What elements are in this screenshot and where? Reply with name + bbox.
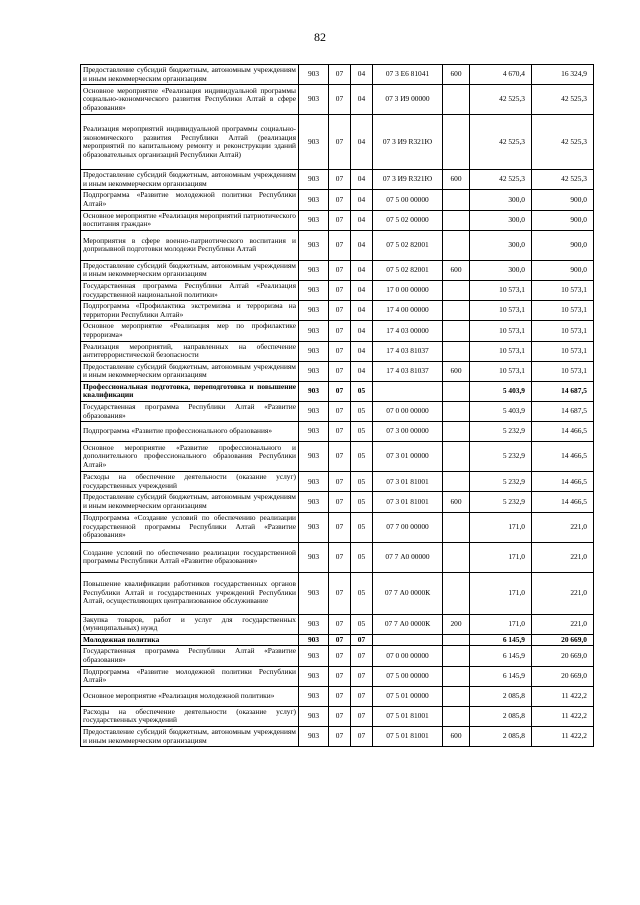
- amount-year-1: 300,0: [470, 210, 532, 230]
- subsection-code: 05: [351, 542, 373, 572]
- amount-year-1: 42 525,3: [470, 115, 532, 170]
- row-name: Основное мероприятие «Реализация индивидуальной программы социально-экономического развития Республики Алтай в сфере образования»: [81, 85, 299, 115]
- section-code: 07: [329, 301, 351, 321]
- gov-code: 903: [299, 280, 329, 300]
- gov-code: 903: [299, 260, 329, 280]
- row-name: Создание условий по обеспечению реализации государственной программы Республики Алтай «Развитие образования»: [81, 542, 299, 572]
- subsection-code: 05: [351, 572, 373, 614]
- table-row: [81, 634, 594, 646]
- amount-year-1: 5 403,9: [470, 381, 532, 401]
- amount-year-2: 14 466,5: [532, 422, 594, 442]
- amount-year-1: 300,0: [470, 230, 532, 260]
- section-code: 07: [329, 65, 351, 85]
- subsection-code: 05: [351, 422, 373, 442]
- table-row: [81, 706, 594, 726]
- section-code: 07: [329, 170, 351, 190]
- target-article: 07 7 А0 0000К: [373, 614, 443, 634]
- table-row: [81, 65, 594, 85]
- target-article: 07 3 И9 R321Ю: [373, 115, 443, 170]
- gov-code: 903: [299, 422, 329, 442]
- subsection-code: 04: [351, 230, 373, 260]
- expense-type: [443, 706, 470, 726]
- target-article: 07 5 00 00000: [373, 190, 443, 210]
- section-code: 07: [329, 190, 351, 210]
- target-article: 07 5 00 00000: [373, 666, 443, 686]
- amount-year-1: 6 145,9: [470, 646, 532, 666]
- target-article: 17 4 00 00000: [373, 301, 443, 321]
- expense-type: [443, 542, 470, 572]
- gov-code: 903: [299, 85, 329, 115]
- amount-year-2: 42 525,3: [532, 170, 594, 190]
- row-name: Предоставление субсидий бюджетным, автономным учреждениям и иным некоммерческим организациям: [81, 65, 299, 85]
- subsection-code: 07: [351, 666, 373, 686]
- gov-code: 903: [299, 301, 329, 321]
- table-row: [81, 210, 594, 230]
- table-row: [81, 666, 594, 686]
- amount-year-1: 42 525,3: [470, 170, 532, 190]
- row-name: Повышение квалификации работников государственных органов Республики Алтай и государственных учреждений Республики Алтай, осуществляющих централизованное обслуживание: [81, 572, 299, 614]
- section-code: 07: [329, 634, 351, 646]
- section-code: 07: [329, 361, 351, 381]
- table-row: [81, 321, 594, 341]
- target-article: [373, 634, 443, 646]
- gov-code: 903: [299, 115, 329, 170]
- table-row: [81, 301, 594, 321]
- row-name: Подпрограмма «Развитие молодежной политики Республики Алтай»: [81, 190, 299, 210]
- subsection-code: 05: [351, 492, 373, 512]
- table-row: [81, 422, 594, 442]
- target-article: 07 5 01 81001: [373, 706, 443, 726]
- amount-year-2: 16 324,9: [532, 65, 594, 85]
- amount-year-1: 171,0: [470, 572, 532, 614]
- row-name: Предоставление субсидий бюджетным, автономным учреждениям и иным некоммерческим организациям: [81, 260, 299, 280]
- budget-table-body: [81, 65, 594, 747]
- expense-type: 600: [443, 260, 470, 280]
- section-code: 07: [329, 230, 351, 260]
- expense-type: 200: [443, 614, 470, 634]
- amount-year-1: 10 573,1: [470, 321, 532, 341]
- amount-year-1: 5 232,9: [470, 472, 532, 492]
- section-code: 07: [329, 85, 351, 115]
- section-code: 07: [329, 614, 351, 634]
- gov-code: 903: [299, 230, 329, 260]
- subsection-code: 07: [351, 726, 373, 746]
- target-article: 07 5 02 82001: [373, 260, 443, 280]
- section-code: 07: [329, 280, 351, 300]
- gov-code: 903: [299, 65, 329, 85]
- subsection-code: 04: [351, 65, 373, 85]
- subsection-code: 05: [351, 472, 373, 492]
- row-name: Государственная программа Республики Алтай «Реализация государственной национальной политики»: [81, 280, 299, 300]
- amount-year-1: 171,0: [470, 614, 532, 634]
- table-row: [81, 726, 594, 746]
- section-code: 07: [329, 402, 351, 422]
- target-article: 07 7 00 00000: [373, 512, 443, 542]
- amount-year-1: 5 403,9: [470, 402, 532, 422]
- gov-code: 903: [299, 726, 329, 746]
- target-article: 07 7 А0 0000К: [373, 572, 443, 614]
- amount-year-1: 300,0: [470, 260, 532, 280]
- row-name: Профессиональная подготовка, переподготовка и повышение квалификации: [81, 381, 299, 401]
- amount-year-2: 11 422,2: [532, 686, 594, 706]
- amount-year-2: 10 573,1: [532, 280, 594, 300]
- expense-type: [443, 85, 470, 115]
- amount-year-2: 221,0: [532, 572, 594, 614]
- section-code: 07: [329, 646, 351, 666]
- expense-type: [443, 686, 470, 706]
- subsection-code: 04: [351, 361, 373, 381]
- expense-type: 600: [443, 361, 470, 381]
- row-name: Государственная программа Республики Алтай «Развитие образования»: [81, 402, 299, 422]
- expense-type: [443, 646, 470, 666]
- row-name: Расходы на обеспечение деятельности (оказание услуг) государственных учреждений: [81, 472, 299, 492]
- target-article: [373, 381, 443, 401]
- table-row: [81, 190, 594, 210]
- gov-code: 903: [299, 472, 329, 492]
- target-article: 07 3 И9 R321Ю: [373, 170, 443, 190]
- table-row: [81, 442, 594, 472]
- expense-type: [443, 381, 470, 401]
- amount-year-2: 20 669,0: [532, 666, 594, 686]
- amount-year-2: 11 422,2: [532, 706, 594, 726]
- gov-code: 903: [299, 666, 329, 686]
- subsection-code: 05: [351, 614, 373, 634]
- expense-type: [443, 190, 470, 210]
- expense-type: [443, 402, 470, 422]
- table-row: [81, 85, 594, 115]
- target-article: 07 3 И9 00000: [373, 85, 443, 115]
- row-name: Государственная программа Республики Алтай «Развитие образования»: [81, 646, 299, 666]
- target-article: 17 4 03 00000: [373, 321, 443, 341]
- gov-code: 903: [299, 512, 329, 542]
- table-row: [81, 381, 594, 401]
- gov-code: 903: [299, 442, 329, 472]
- section-code: 07: [329, 422, 351, 442]
- gov-code: 903: [299, 492, 329, 512]
- section-code: 07: [329, 512, 351, 542]
- target-article: 17 4 03 81037: [373, 341, 443, 361]
- subsection-code: 04: [351, 190, 373, 210]
- amount-year-1: 10 573,1: [470, 361, 532, 381]
- amount-year-2: 10 573,1: [532, 321, 594, 341]
- table-row: [81, 512, 594, 542]
- page-number: 82: [314, 30, 326, 44]
- target-article: 17 4 03 81037: [373, 361, 443, 381]
- target-article: 07 3 Е6 81041: [373, 65, 443, 85]
- amount-year-1: 5 232,9: [470, 492, 532, 512]
- target-article: 07 3 01 81001: [373, 472, 443, 492]
- row-name: Молодежная политика: [81, 634, 299, 646]
- amount-year-2: 10 573,1: [532, 301, 594, 321]
- table-row: [81, 686, 594, 706]
- target-article: 07 3 01 81001: [373, 492, 443, 512]
- amount-year-2: 900,0: [532, 190, 594, 210]
- gov-code: 903: [299, 646, 329, 666]
- amount-year-1: 10 573,1: [470, 280, 532, 300]
- amount-year-1: 6 145,9: [470, 666, 532, 686]
- budget-table: [80, 64, 594, 747]
- amount-year-2: 221,0: [532, 542, 594, 572]
- amount-year-2: 14 466,5: [532, 442, 594, 472]
- section-code: 07: [329, 381, 351, 401]
- table-row: [81, 280, 594, 300]
- amount-year-1: 2 085,8: [470, 726, 532, 746]
- row-name: Предоставление субсидий бюджетным, автономным учреждениям и иным некоммерческим организациям: [81, 170, 299, 190]
- row-name: Закупка товаров, работ и услуг для государственных (муниципальных) нужд: [81, 614, 299, 634]
- section-code: 07: [329, 260, 351, 280]
- expense-type: [443, 666, 470, 686]
- subsection-code: 07: [351, 706, 373, 726]
- table-row: [81, 646, 594, 666]
- amount-year-1: 2 085,8: [470, 686, 532, 706]
- table-row: [81, 402, 594, 422]
- expense-type: [443, 341, 470, 361]
- amount-year-2: 900,0: [532, 260, 594, 280]
- amount-year-2: 14 466,5: [532, 472, 594, 492]
- expense-type: [443, 442, 470, 472]
- target-article: 07 5 01 81001: [373, 726, 443, 746]
- target-article: 07 3 01 00000: [373, 442, 443, 472]
- target-article: 07 3 00 00000: [373, 422, 443, 442]
- subsection-code: 05: [351, 381, 373, 401]
- amount-year-2: 42 525,3: [532, 85, 594, 115]
- subsection-code: 04: [351, 341, 373, 361]
- subsection-code: 05: [351, 512, 373, 542]
- target-article: 07 0 00 00000: [373, 402, 443, 422]
- section-code: 07: [329, 706, 351, 726]
- subsection-code: 07: [351, 634, 373, 646]
- expense-type: [443, 422, 470, 442]
- section-code: 07: [329, 572, 351, 614]
- amount-year-2: 14 687,5: [532, 402, 594, 422]
- gov-code: 903: [299, 341, 329, 361]
- row-name: Реализация мероприятий, направленных на обеспечение антитеррористической безопасности: [81, 341, 299, 361]
- amount-year-1: 10 573,1: [470, 341, 532, 361]
- subsection-code: 04: [351, 301, 373, 321]
- row-name: Основное мероприятие «Реализация мероприятий патриотического воспитания граждан»: [81, 210, 299, 230]
- target-article: 07 0 00 00000: [373, 646, 443, 666]
- amount-year-1: 2 085,8: [470, 706, 532, 726]
- target-article: 07 5 01 00000: [373, 686, 443, 706]
- amount-year-2: 14 466,5: [532, 492, 594, 512]
- amount-year-1: 171,0: [470, 542, 532, 572]
- section-code: 07: [329, 321, 351, 341]
- gov-code: 903: [299, 572, 329, 614]
- section-code: 07: [329, 115, 351, 170]
- table-row: [81, 572, 594, 614]
- subsection-code: 04: [351, 85, 373, 115]
- gov-code: 903: [299, 402, 329, 422]
- table-row: [81, 492, 594, 512]
- row-name: Подпрограмма «Развитие профессионального образования»: [81, 422, 299, 442]
- subsection-code: 04: [351, 280, 373, 300]
- amount-year-1: 5 232,9: [470, 442, 532, 472]
- amount-year-2: 900,0: [532, 210, 594, 230]
- amount-year-1: 6 145,9: [470, 634, 532, 646]
- section-code: 07: [329, 472, 351, 492]
- row-name: Предоставление субсидий бюджетным, автономным учреждениям и иным некоммерческим организациям: [81, 361, 299, 381]
- row-name: Подпрограмма «Развитие молодежной политики Республики Алтай»: [81, 666, 299, 686]
- expense-type: 600: [443, 492, 470, 512]
- amount-year-1: 171,0: [470, 512, 532, 542]
- subsection-code: 04: [351, 321, 373, 341]
- subsection-code: 07: [351, 646, 373, 666]
- expense-type: 600: [443, 65, 470, 85]
- target-article: 07 7 А0 00000: [373, 542, 443, 572]
- gov-code: 903: [299, 686, 329, 706]
- gov-code: 903: [299, 381, 329, 401]
- target-article: 07 5 02 82001: [373, 230, 443, 260]
- target-article: 17 0 00 00000: [373, 280, 443, 300]
- expense-type: [443, 512, 470, 542]
- row-name: Мероприятия в сфере военно-патриотического воспитания и допризывной подготовки молодежи Республики Алтай: [81, 230, 299, 260]
- amount-year-2: 221,0: [532, 614, 594, 634]
- table-row: [81, 614, 594, 634]
- row-name: Реализация мероприятий индивидуальной программы социально-экономического развития Республики Алтай (реализация мероприятий по капитальному ремонту и реконструкции зданий образовательных организаций Республики Алтай): [81, 115, 299, 170]
- amount-year-2: 42 525,3: [532, 115, 594, 170]
- section-code: 07: [329, 726, 351, 746]
- section-code: 07: [329, 341, 351, 361]
- row-name: Подпрограмма «Профилактика экстремизма и терроризма на территории Республики Алтай»: [81, 301, 299, 321]
- amount-year-2: 20 669,0: [532, 646, 594, 666]
- amount-year-2: 20 669,0: [532, 634, 594, 646]
- expense-type: [443, 280, 470, 300]
- table-row: [81, 230, 594, 260]
- row-name: Предоставление субсидий бюджетным, автономным учреждениям и иным некоммерческим организациям: [81, 492, 299, 512]
- gov-code: 903: [299, 614, 329, 634]
- subsection-code: 07: [351, 686, 373, 706]
- amount-year-2: 11 422,2: [532, 726, 594, 746]
- row-name: Подпрограмма «Создание условий по обеспечению реализации государственной программы Республики Алтай «Развитие образования»: [81, 512, 299, 542]
- expense-type: [443, 472, 470, 492]
- expense-type: [443, 230, 470, 260]
- section-code: 07: [329, 492, 351, 512]
- gov-code: 903: [299, 706, 329, 726]
- amount-year-1: 42 525,3: [470, 85, 532, 115]
- section-code: 07: [329, 542, 351, 572]
- row-name: Основное мероприятие «Развитие профессионального и дополнительного профессионального образования Республики Алтай»: [81, 442, 299, 472]
- table-row: [81, 542, 594, 572]
- subsection-code: 04: [351, 260, 373, 280]
- expense-type: [443, 115, 470, 170]
- gov-code: 903: [299, 542, 329, 572]
- expense-type: [443, 634, 470, 646]
- row-name: Основное мероприятие «Реализация молодежной политики»: [81, 686, 299, 706]
- subsection-code: 04: [351, 210, 373, 230]
- gov-code: 903: [299, 321, 329, 341]
- amount-year-2: 10 573,1: [532, 361, 594, 381]
- table-row: [81, 472, 594, 492]
- gov-code: 903: [299, 634, 329, 646]
- section-code: 07: [329, 442, 351, 472]
- section-code: 07: [329, 666, 351, 686]
- expense-type: [443, 301, 470, 321]
- gov-code: 903: [299, 170, 329, 190]
- target-article: 07 5 02 00000: [373, 210, 443, 230]
- expense-type: [443, 321, 470, 341]
- table-row: [81, 115, 594, 170]
- subsection-code: 05: [351, 442, 373, 472]
- section-code: 07: [329, 210, 351, 230]
- expense-type: [443, 572, 470, 614]
- amount-year-1: 300,0: [470, 190, 532, 210]
- amount-year-2: 10 573,1: [532, 341, 594, 361]
- table-row: [81, 170, 594, 190]
- row-name: Предоставление субсидий бюджетным, автономным учреждениям и иным некоммерческим организациям: [81, 726, 299, 746]
- section-code: 07: [329, 686, 351, 706]
- table-row: [81, 260, 594, 280]
- subsection-code: 04: [351, 170, 373, 190]
- subsection-code: 05: [351, 402, 373, 422]
- gov-code: 903: [299, 190, 329, 210]
- expense-type: 600: [443, 726, 470, 746]
- table-row: [81, 361, 594, 381]
- amount-year-1: 10 573,1: [470, 301, 532, 321]
- amount-year-1: 4 670,4: [470, 65, 532, 85]
- table-row: [81, 341, 594, 361]
- amount-year-2: 900,0: [532, 230, 594, 260]
- expense-type: 600: [443, 170, 470, 190]
- amount-year-2: 221,0: [532, 512, 594, 542]
- subsection-code: 04: [351, 115, 373, 170]
- expense-type: [443, 210, 470, 230]
- gov-code: 903: [299, 361, 329, 381]
- row-name: Основное мероприятие «Реализация мер по профилактике терроризма»: [81, 321, 299, 341]
- gov-code: 903: [299, 210, 329, 230]
- amount-year-1: 5 232,9: [470, 422, 532, 442]
- amount-year-2: 14 687,5: [532, 381, 594, 401]
- row-name: Расходы на обеспечение деятельности (оказание услуг) государственных учреждений: [81, 706, 299, 726]
